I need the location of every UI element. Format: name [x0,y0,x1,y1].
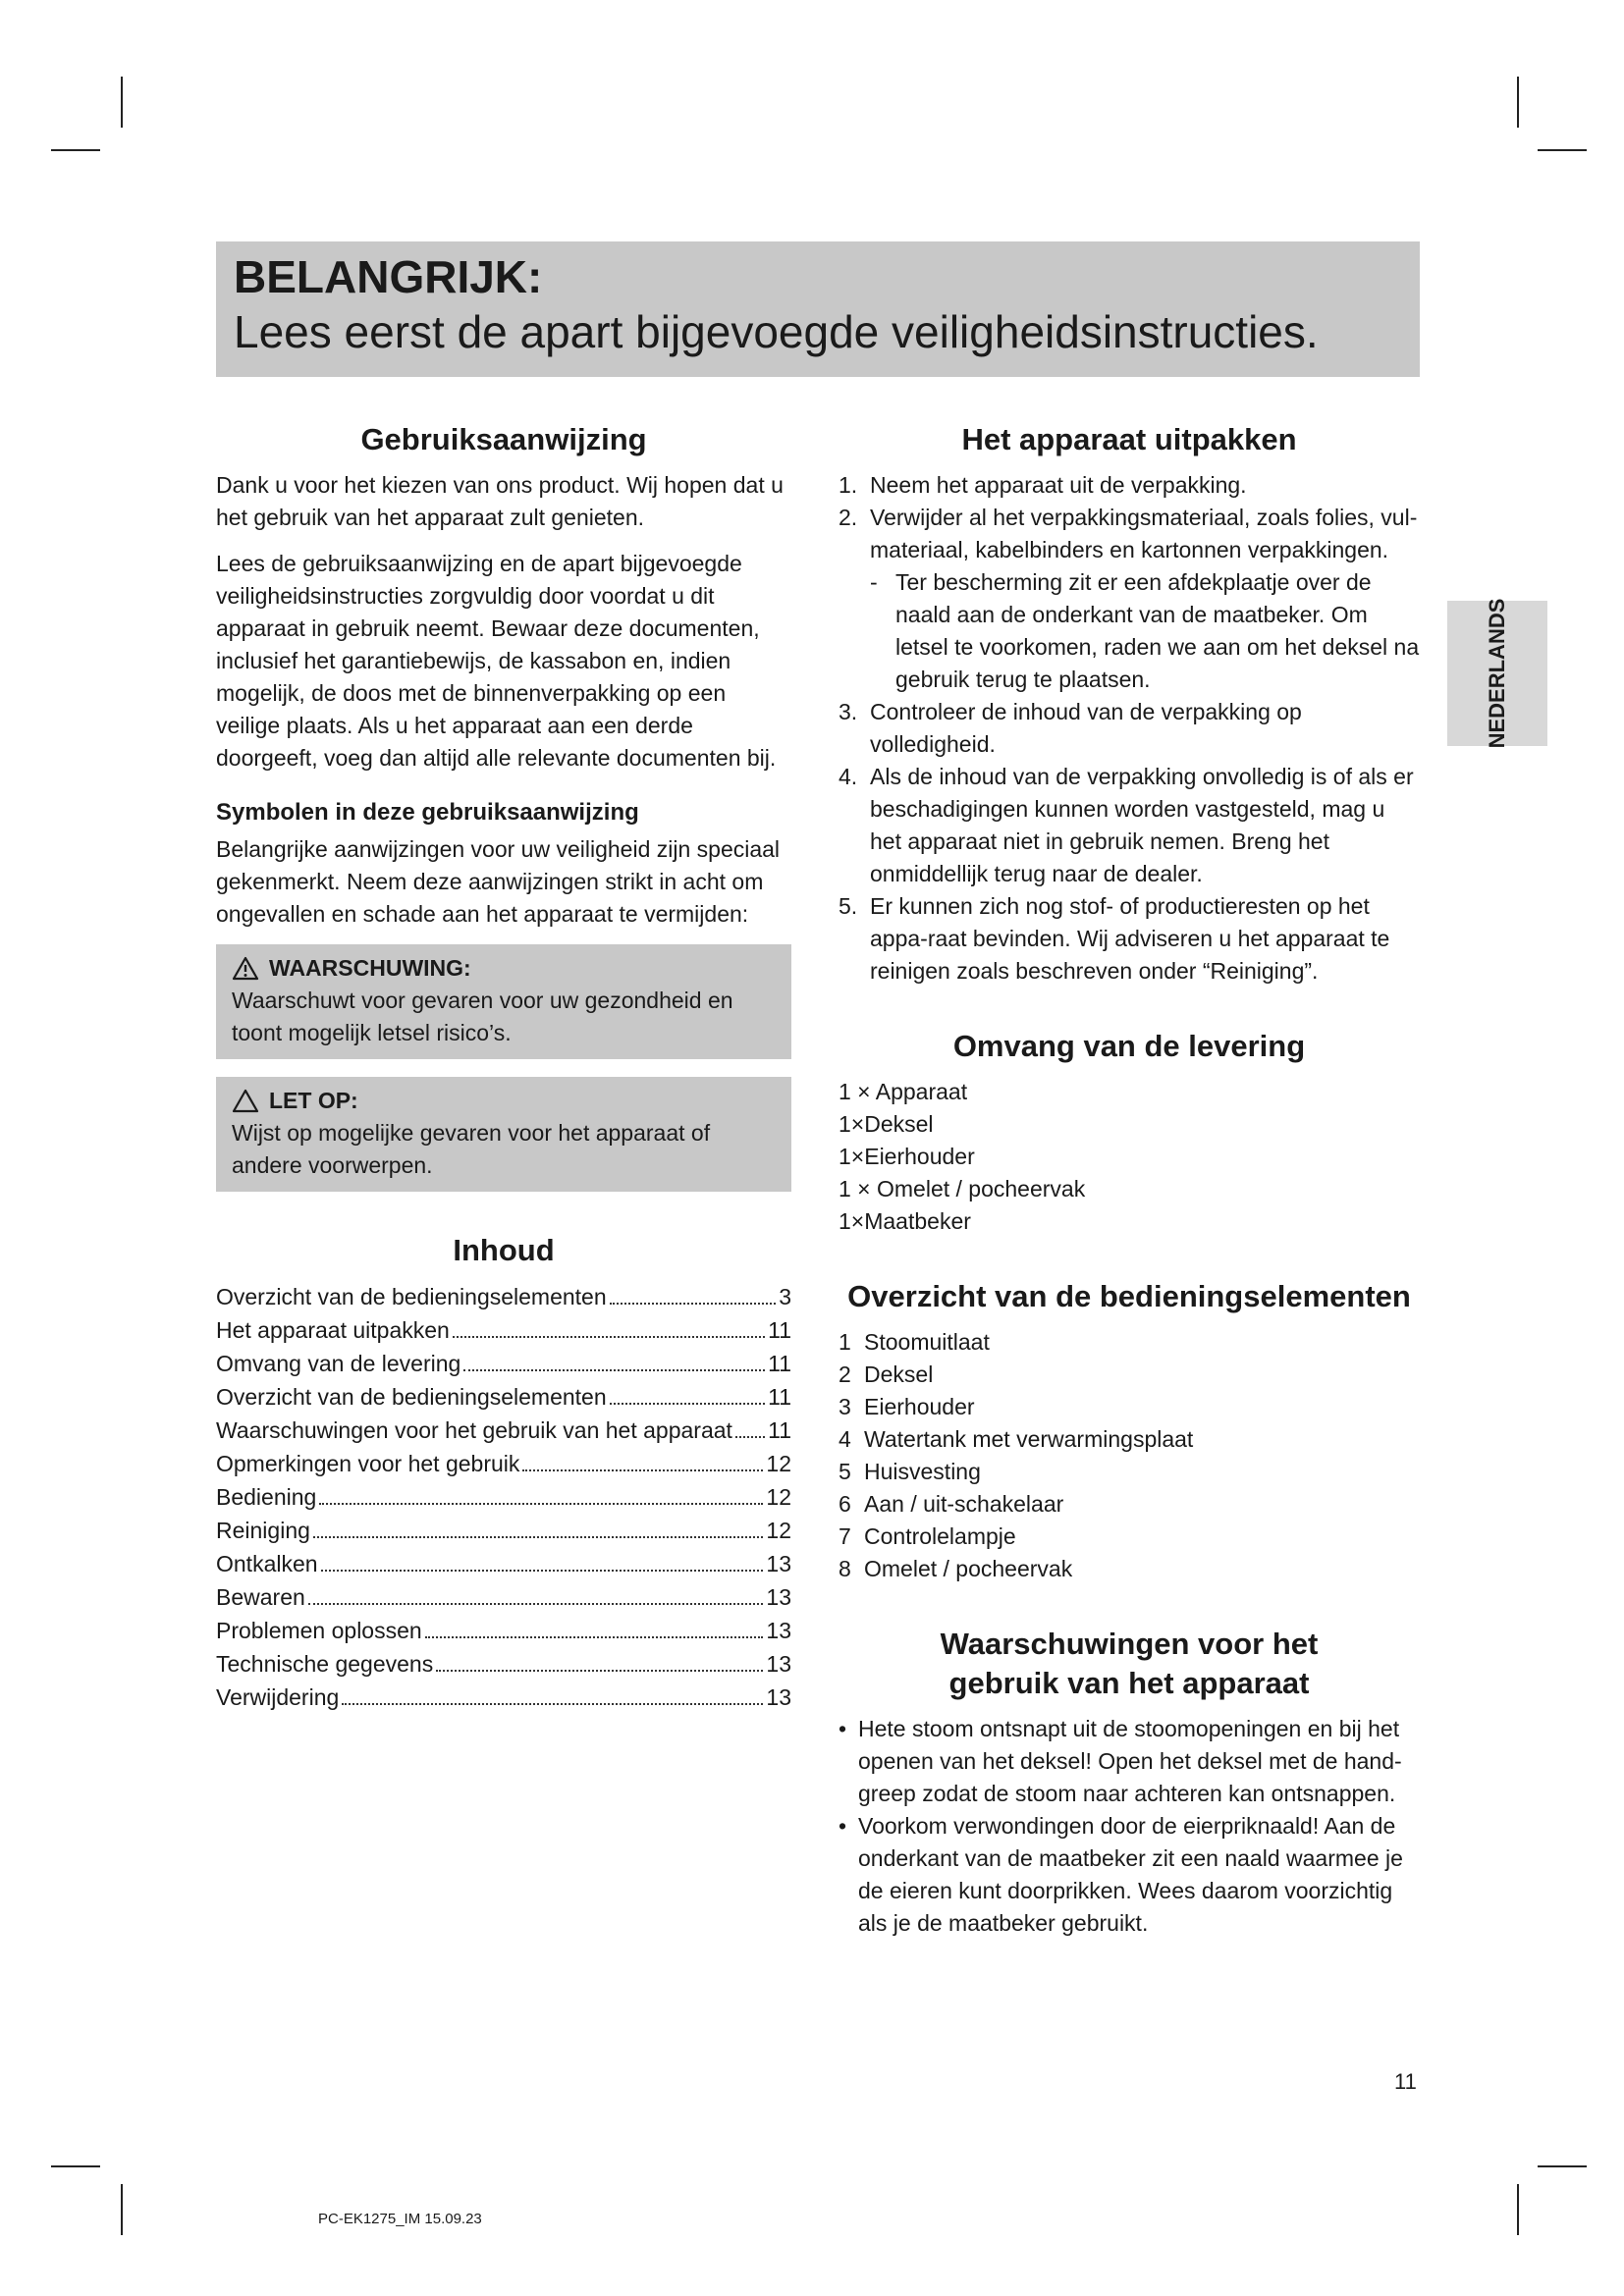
toc-entry [216,1580,791,1614]
toc-entry [216,1681,791,1714]
toc-page: 12 [766,1518,791,1543]
toc-leader [735,1436,765,1438]
toc-leader [436,1670,763,1672]
toc-title: Opmerkingen voor het gebruik [216,1451,520,1476]
list-item: 3. Controleer de inhoud van de verpakking op volledigheid. [839,699,1302,757]
list-item: 1 Stoomuitlaat [839,1329,990,1355]
delivery-list [839,1076,1420,1238]
table-of-contents [216,1280,791,1714]
toc-page: 13 [766,1618,791,1643]
toc-entry [216,1280,791,1313]
caution-text: Wijst op mogelijke gevaren voor het apparaat of andere voorwerpen. [232,1120,711,1178]
symbols-paragraph: Belangrijke aanwijzingen voor uw veiligheid zijn speciaal gekenmerkt. Neem deze aanwijzingen strikt in acht om ongevallen en schade aan het apparaat te vermijden: [216,836,781,927]
intro-paragraph: Dank u voor het kiezen van ons product. Wij hopen dat u het gebruik van het apparaat zult genieten. [216,472,784,530]
section-heading-delivery: Omvang van de levering [952,1029,1306,1063]
toc-title: Reiniging [216,1518,310,1543]
toc-leader [342,1703,763,1705]
crop-mark [1517,77,1519,128]
list-item: 4 Watertank met verwarmingsplaat [839,1426,1194,1452]
toc-title: Bewaren [216,1584,305,1610]
toc-page: 13 [766,1584,791,1610]
toc-leader [610,1403,765,1405]
toc-title: Bediening [216,1484,317,1510]
toc-page: 13 [766,1551,791,1576]
list-item: 1. Neem het apparaat uit de verpakking. [839,472,1247,498]
toc-page: 12 [766,1484,791,1510]
warning-title: WAARSCHUWING: [269,955,471,981]
important-banner [216,241,1420,377]
toc-title: Omvang van de levering [216,1351,461,1376]
list-item: 7 Controlelampje [839,1523,1016,1549]
list-item: 5. Er kunnen zich nog stof- of productieresten op het appa-raat bevinden. Wij adviseren u het apparaat te reinigen zoals beschreven onder “Reiniging”. [839,893,1390,984]
banner-subtitle: Lees eerst de apart bijgevoegde veiligheidsinstructies. [234,306,1319,357]
toc-page: 11 [768,1384,791,1410]
caution-triangle-icon [232,1089,259,1113]
toc-title: Overzicht van de bedieningselementen [216,1384,607,1410]
list-item: 4. Als de inhoud van de verpakking onvolledig is of als er beschadigingen kunnen worden vastgesteld, mag u het apparaat niet in gebruik nemen. Breng het onmiddellijk terug naar de dealer. [839,764,1414,886]
toc-leader [425,1636,764,1638]
list-item: 3 Eierhouder [839,1394,975,1419]
list-item: 1×Maatbeker [839,1208,971,1234]
toc-title: Overzicht van de bedieningselementen [216,1284,607,1309]
list-item: 1×Eierhouder [839,1144,975,1169]
list-item: 1 × Apparaat [839,1079,968,1104]
toc-entry [216,1647,791,1681]
list-item: 2 Deksel [839,1362,934,1387]
toc-entry [216,1547,791,1580]
toc-leader [308,1603,764,1605]
toc-leader [319,1503,763,1505]
section-heading-contents: Inhoud [453,1233,555,1267]
caution-title: LET OP: [269,1088,358,1113]
intro-paragraph: Lees de gebruiksaanwijzing en de apart bijgevoegde veiligheidsinstructies zorgvuldig door voordat u dit apparaat in gebruik neemt. Bewaar deze documenten, inclusief het garantiebewijs, de kassabon en, indien mogelijk, de doos met de binnenverpakking op een veilige plaats. Als u het apparaat aan een derde doorgeeft, voeg dan altijd alle relevante documenten bij. [216,551,777,771]
toc-page: 13 [766,1651,791,1677]
caution-box [216,1077,791,1192]
list-item: 6 Aan / uit-schakelaar [839,1491,1064,1517]
toc-leader [522,1469,763,1471]
section-heading-warnings: Waarschuwingen voor het gebruik van het apparaat [940,1627,1319,1700]
language-tab-label: NEDERLANDS [1485,598,1509,749]
toc-entry [216,1514,791,1547]
toc-page: 11 [768,1317,791,1343]
controls-list [839,1326,1420,1585]
crop-mark [51,149,100,151]
toc-entry [216,1447,791,1480]
toc-title: Verwijdering [216,1684,340,1710]
section-heading-manual: Gebruiksaanwijzing [360,422,647,456]
toc-page: 11 [768,1417,791,1443]
warning-text: Waarschuwt voor gevaren voor uw gezondheid en toont mogelijk letsel risico’s. [232,988,733,1045]
warning-triangle-icon [232,956,259,981]
toc-title: Technische gegevens [216,1651,434,1677]
warnings-list [839,1713,1420,1940]
symbols-heading: Symbolen in deze gebruiksaanwijzing [216,799,639,826]
toc-leader [321,1570,764,1572]
toc-entry [216,1313,791,1347]
list-item: 1 × Omelet / pocheervak [839,1176,1086,1201]
toc-title: Problemen oplossen [216,1618,422,1643]
toc-page: 13 [766,1684,791,1710]
toc-entry [216,1480,791,1514]
banner-title: BELANGRIJK: [234,251,543,302]
toc-page: 3 [779,1284,791,1309]
crop-mark [121,77,123,128]
page-number: 11 [1394,2069,1417,2094]
list-item: • Hete stoom ontsnapt uit de stoomopeningen en bij het openen van het deksel! Open het deksel met de hand-greep zodat de stoom naar achteren kan ontsnappen. [839,1716,1402,1806]
toc-leader [453,1336,765,1338]
list-item: 5 Huisvesting [839,1459,981,1484]
crop-mark [1538,149,1587,151]
toc-entry [216,1347,791,1380]
toc-leader [610,1303,777,1305]
crop-mark [1517,2184,1519,2235]
unpack-list [839,469,1420,988]
toc-title: Ontkalken [216,1551,318,1576]
language-tab [1447,598,1547,749]
section-heading-controls: Overzicht van de bedieningselementen [847,1279,1411,1313]
list-subitem: - Ter bescherming zit er een afdekplaatje over de naald aan de onderkant van de maatbeker. Om letsel te voorkomen, raden we aan om het deksel na gebruik terug te plaatsen. [870,569,1420,692]
toc-page: 11 [768,1351,791,1376]
list-item: • Voorkom verwondingen door de eierpriknaald! Aan de onderkant van de maatbeker zit een naald waarmee je de eieren kunt doorprikken. Wees daarom voorzichtig als je de maatbeker gebruikt. [839,1813,1403,1936]
toc-leader [313,1536,764,1538]
left-column [216,420,791,1714]
toc-page: 12 [766,1451,791,1476]
list-item: 1×Deksel [839,1111,934,1137]
document-code: PC-EK1275_IM 15.09.23 [318,2211,482,2227]
toc-entry [216,1614,791,1647]
right-column [839,420,1420,1940]
list-item: 2. Verwijder al het verpakkingsmateriaal, zoals folies, vul-materiaal, kabelbinders en kartonnen verpakkingen. [839,505,1418,562]
section-heading-unpack: Het apparaat uitpakken [961,422,1297,456]
crop-mark [51,2165,100,2167]
toc-title: Het apparaat uitpakken [216,1317,450,1343]
toc-leader [463,1369,765,1371]
crop-mark [121,2184,123,2235]
warning-box [216,944,791,1059]
toc-entry [216,1414,791,1447]
toc-entry [216,1380,791,1414]
toc-title: Waarschuwingen voor het gebruik van het apparaat [216,1417,732,1443]
crop-mark [1538,2165,1587,2167]
list-item: 8 Omelet / pocheervak [839,1556,1073,1581]
